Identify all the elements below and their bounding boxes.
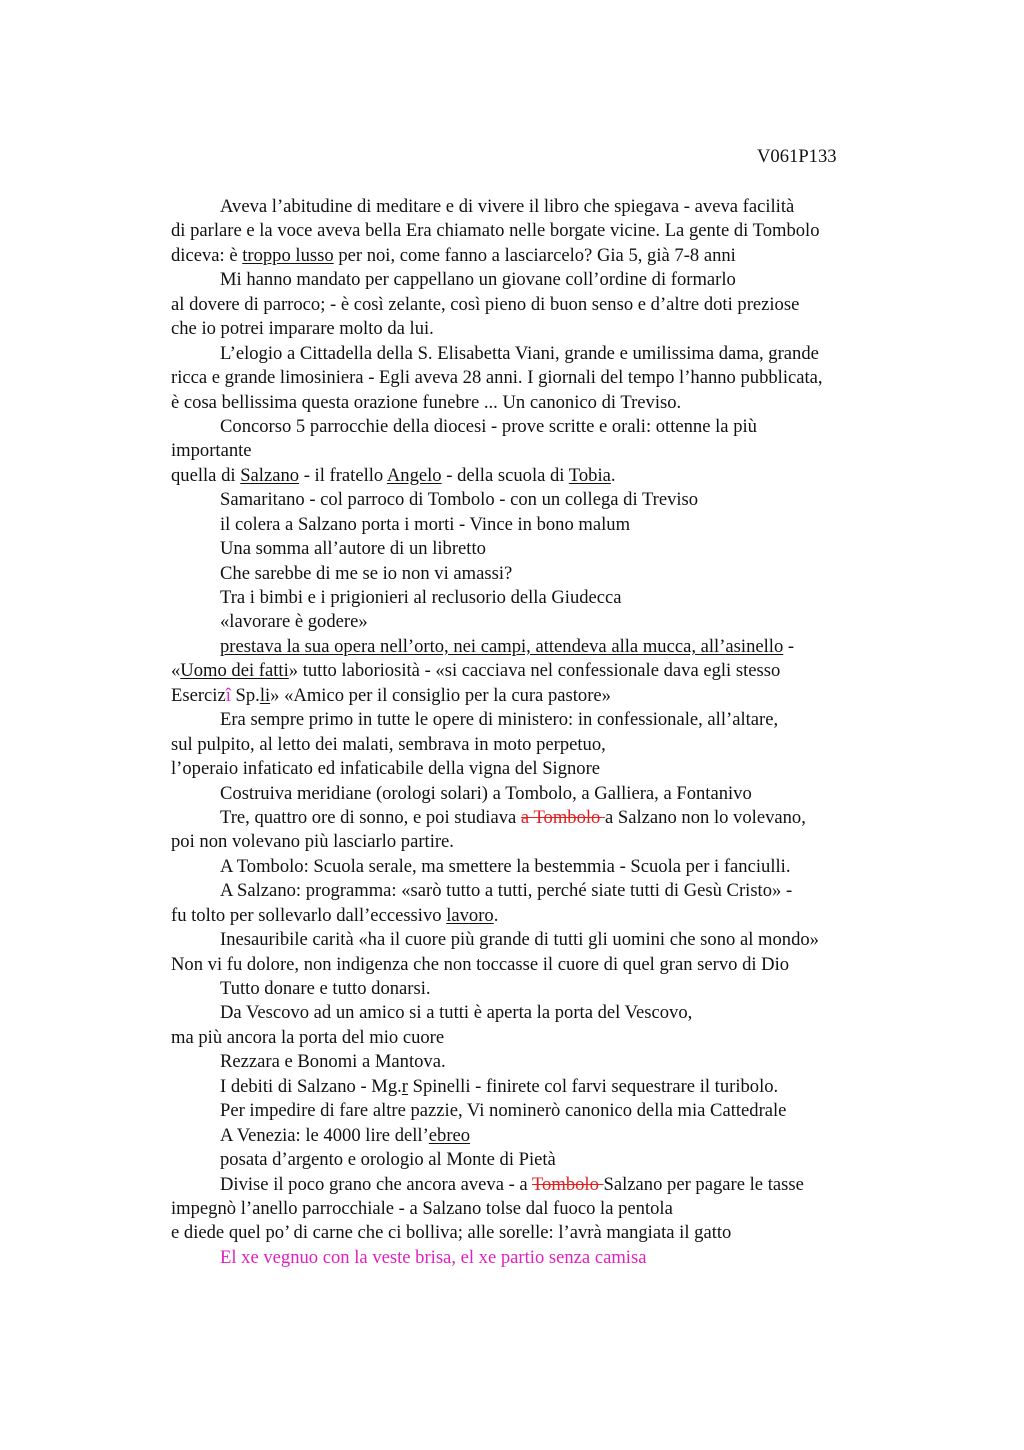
text-line: quella di Salzano - il fratello Angelo - della scuola di Tobia. bbox=[171, 464, 616, 486]
text-line: Una somma all’autore di un libretto bbox=[220, 538, 486, 560]
text-line: Che sarebbe di me se io non vi amassi? bbox=[220, 562, 513, 584]
text-line: impegnò l’anello parrocchiale - a Salzano tolse dal fuoco la pentola bbox=[171, 1197, 673, 1219]
text-line: è cosa bellissima questa orazione funebre ... Un canonico di Treviso. bbox=[171, 391, 682, 413]
text-line: Divise il poco grano che ancora aveva - a Tombolo Salzano per pagare le tasse bbox=[220, 1173, 804, 1195]
text-line: Samaritano - col parroco di Tombolo - con un collega di Treviso bbox=[220, 489, 699, 511]
underlined-text: ebreo bbox=[428, 1124, 471, 1146]
page-id: V061P133 bbox=[757, 146, 837, 167]
text-line: Non vi fu dolore, non indigenza che non toccasse il cuore di quel gran servo di Dio bbox=[171, 953, 790, 975]
text-line: A Salzano: programma: «sarò tutto a tutti, perché siate tutti di Gesù Cristo» - bbox=[220, 880, 793, 902]
text-line: che io potrei imparare molto da lui. bbox=[171, 318, 434, 340]
text-line: Da Vescovo ad un amico si a tutti è aperta la porta del Vescovo, bbox=[220, 1002, 693, 1024]
text-line: di parlare e la voce aveva bella Era chiamato nelle borgate vicine. La gente di Tombolo bbox=[171, 220, 820, 242]
text-line: diceva: è troppo lusso per noi, come fanno a lasciarcelo? Gia 5, già 7-8 anni bbox=[171, 244, 736, 266]
text-line: Tre, quattro ore di sonno, e poi studiava a Tombolo a Salzano non lo volevano, bbox=[220, 806, 806, 828]
underlined-text: r bbox=[401, 1075, 408, 1097]
text-line: Costruiva meridiane (orologi solari) a Tombolo, a Galliera, a Fontanivo bbox=[220, 782, 752, 804]
text-line: Per impedire di fare altre pazzie, Vi nominerò canonico della mia Cattedrale bbox=[220, 1100, 787, 1122]
underlined-text: Uomo dei fatti bbox=[180, 660, 289, 682]
strikethrough-text: a Tombolo bbox=[520, 806, 605, 828]
underlined-text: lavoro bbox=[446, 904, 494, 926]
text-line: Mi hanno mandato per cappellano un giovane coll’ordine di formarlo bbox=[220, 269, 736, 291]
text-line: l’operaio infaticato ed infaticabile della vigna del Signore bbox=[171, 758, 601, 780]
text-line: L’elogio a Cittadella della S. Elisabetta Viani, grande e umilissima dama, grande bbox=[220, 342, 819, 364]
text-line: sul pulpito, al letto dei malati, sembrava in moto perpetuo, bbox=[171, 733, 606, 755]
text-line: Aveva l’abitudine di meditare e di vivere il libro che spiegava - aveva facilità bbox=[220, 196, 795, 217]
text-line: «Uomo dei fatti» tutto laboriosità - «si cacciava nel confessionale dava egli stesso bbox=[171, 660, 781, 682]
text-line: il colera a Salzano porta i morti - Vince in bono malum bbox=[220, 513, 631, 535]
text-line: e diede quel po’ di carne che ci bolliva; alle sorelle: l’avrà mangiata il gatto bbox=[171, 1222, 732, 1244]
text-line: «lavorare è godere» bbox=[220, 611, 368, 633]
text-line: Concorso 5 parrocchie della diocesi - prove scritte e orali: ottenne la più bbox=[220, 415, 757, 437]
text-line: Inesauribile carità «ha il cuore più grande di tutti gli uomini che sono al mondo» bbox=[220, 929, 819, 951]
strikethrough-text: Tombolo bbox=[532, 1173, 604, 1195]
text-line: poi non volevano più lasciarlo partire. bbox=[171, 831, 454, 853]
underlined-text: Angelo bbox=[386, 464, 442, 486]
text-line: A Venezia: le 4000 lire dell’ebreo bbox=[220, 1124, 471, 1146]
text-line: Era sempre primo in tutte le opere di ministero: in confessionale, all’altare, bbox=[220, 709, 779, 731]
closing-dialect-line: El xe vegnuo con la veste brisa, el xe partio senza camisa bbox=[220, 1246, 647, 1268]
underlined-text: Salzano bbox=[240, 464, 300, 486]
text-line: Tra i bimbi e i prigionieri al reclusorio della Giudecca bbox=[220, 587, 622, 608]
text-line: posata d’argento e orologio al Monte di Pietà bbox=[220, 1149, 556, 1171]
text-line: al dovere di parroco; - è così zelante, così pieno di buon senso e d’altre doti preziose bbox=[171, 293, 800, 315]
underlined-text: troppo lusso bbox=[242, 244, 334, 266]
text-line: I debiti di Salzano - Mg.r Spinelli - finirete col farvi sequestrare il turibolo. bbox=[220, 1075, 779, 1097]
underlined-text: Tobia bbox=[568, 464, 611, 486]
underlined-text: li bbox=[259, 684, 271, 706]
text-line: Rezzara e Bonomi a Mantova. bbox=[220, 1051, 446, 1073]
text-line: A Tombolo: Scuola serale, ma smettere la bestemmia - Scuola per i fanciulli. bbox=[220, 855, 791, 877]
text-line: ricca e grande limosiniera - Egli aveva 28 anni. I giornali del tempo l’hanno pubblicata, bbox=[171, 367, 823, 389]
text-line: ma più ancora la porta del mio cuore bbox=[171, 1026, 445, 1048]
text-line: importante bbox=[171, 440, 252, 462]
text-line: Tutto donare e tutto donarsi. bbox=[220, 978, 431, 999]
text-line: fu tolto per sollevarlo dall’eccessivo lavoro. bbox=[171, 904, 499, 926]
underlined-text: prestava la sua opera nell’orto, nei campi, attendeva alla mucca, all’asinello bbox=[220, 635, 784, 657]
document-body bbox=[171, 195, 911, 1270]
text-line: Esercizî Sp.li» «Amico per il consiglio per la cura pastore» bbox=[171, 684, 611, 706]
text-line: prestava la sua opera nell’orto, nei campi, attendeva alla mucca, all’asinello - bbox=[220, 635, 795, 657]
magenta-annotation: î bbox=[225, 684, 231, 706]
